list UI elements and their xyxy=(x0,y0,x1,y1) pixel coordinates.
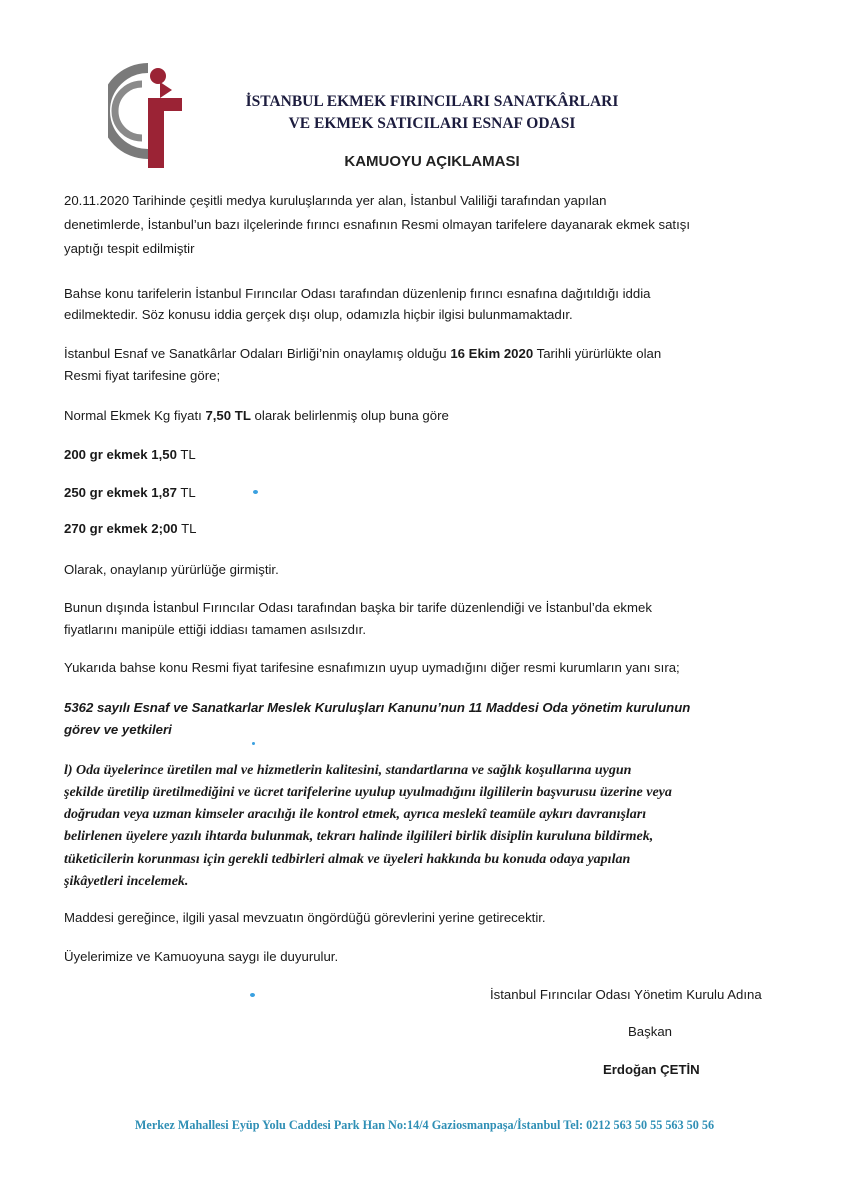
p3-text-c: Tarihli yürürlükte olan xyxy=(533,346,662,361)
paragraph-1-line-3: yaptığı tespit edilmiştir xyxy=(64,241,195,256)
quoted-clause-line-6: şikâyetleri incelemek. xyxy=(64,874,189,889)
paragraph-1-line-1: 20.11.2020 Tarihinde çeşitli medya kuruluşlarında yer alan, İstanbul Valiliği tarafından yapılan xyxy=(64,193,607,208)
paragraph-3-line-1 xyxy=(64,343,812,365)
quoted-clause-line-5: tüketicilerin korunması için gerekli tedbirleri almak ve üyeleri hakkında bu konuda odaya yapılan xyxy=(64,852,631,867)
paragraph-3-line-2: Resmi fiyat tarifesine göre; xyxy=(64,368,221,383)
signature-name: Erdoğan ÇETİN xyxy=(603,1062,700,1077)
price-item-200g-unit: TL xyxy=(176,447,196,462)
price-item-270g-value: 270 gr ekmek 2;00 xyxy=(64,521,178,536)
kg-price: 7,50 TL xyxy=(205,408,251,423)
price-item-250g xyxy=(64,482,812,504)
price-item-270g-unit: TL xyxy=(177,521,197,536)
p3-text-a: İstanbul Esnaf ve Sanatkârlar Odaları Birliği’nin onaylamış olduğu xyxy=(64,346,451,361)
p4-text-a: Normal Ekmek Kg fiyatı xyxy=(64,408,206,423)
org-name-line2: VE EKMEK SATICILARI ESNAF ODASI xyxy=(288,115,576,132)
p4-text-c: olarak belirlenmiş olup buna göre xyxy=(250,408,449,423)
scan-speck-3 xyxy=(252,742,255,745)
quoted-clause-line-1: l) Oda üyelerince üretilen mal ve hizmetlerin kalitesini, standartlarına ve sağlık koşullarına uygun xyxy=(64,763,632,778)
paragraph-9: Maddesi gereğince, ilgili yasal mevzuatın öngördüğü görevlerini yerine getirecektir. xyxy=(64,910,546,925)
paragraph-10: Üyelerimize ve Kamuoyuna saygı ile duyurulur. xyxy=(64,949,339,964)
signature-role: Başkan xyxy=(628,1024,672,1039)
price-item-200g xyxy=(64,444,812,466)
price-item-200g-value: 200 gr ekmek 1,50 xyxy=(64,447,177,462)
paragraph-7: Yukarıda bahse konu Resmi fiyat tarifesine esnafımızın uyup uymadığını diğer resmi kurumların yanı sıra; xyxy=(64,660,680,675)
paragraph-4 xyxy=(64,405,812,427)
document-title: KAMUOYU AÇIKLAMASI xyxy=(344,153,520,170)
law-reference-line-1: 5362 sayılı Esnaf ve Sanatkarlar Meslek Kuruluşları Kanunu’nun 11 Maddesi Oda yönetim kurulunun xyxy=(64,700,691,715)
price-item-250g-value: 250 gr ekmek 1,87 xyxy=(64,485,177,500)
paragraph-1-line-2: denetimlerde, İstanbul’un bazı ilçelerinde fırıncı esnafının Resmi olmayan tarifelere dayanarak ekmek satışı xyxy=(64,217,690,232)
paragraph-5: Olarak, onaylanıp yürürlüğe girmiştir. xyxy=(64,562,279,577)
paragraph-2-line-2: edilmektedir. Söz konusu iddia gerçek dışı olup, odamızla hiçbir ilgisi bulunmamaktadır. xyxy=(64,307,573,322)
price-item-270g xyxy=(64,518,812,540)
price-item-250g-unit: TL xyxy=(176,485,196,500)
quoted-clause-line-4: belirlenen üyelere yazılı ihtarda bulunmak, tekrarı halinde ilgilileri birlik disiplin kuruluna bildirmek, xyxy=(64,829,654,844)
quoted-clause-line-3: doğrudan veya uzman kimseler aracılığı ile kontrol etmek, ayrıca meslekî teamüle aykırı davranışları xyxy=(64,807,647,822)
tariff-date: 16 Ekim 2020 xyxy=(450,346,534,361)
scan-speck-1 xyxy=(253,490,258,494)
paragraph-6-line-1: Bunun dışında İstanbul Fırıncılar Odası tarafından başka bir tarife düzenlendiği ve İstanbul’da ekmek xyxy=(64,600,652,615)
signature-on-behalf: İstanbul Fırıncılar Odası Yönetim Kurulu Adına xyxy=(490,987,762,1002)
scan-speck-2 xyxy=(250,993,255,997)
footer-address: Merkez Mahallesi Eyüp Yolu Caddesi Park Han No:14/4 Gaziosmanpaşa/İstanbul Tel: 0212 563 50 55 563 50 56 xyxy=(134,1118,715,1132)
paragraph-6-line-2: fiyatlarını manipüle ettiği iddiası tamamen asılsızdır. xyxy=(64,622,366,637)
paragraph-2-line-1: Bahse konu tarifelerin İstanbul Fırıncılar Odası tarafından düzenlenip fırıncı esnafına dağıtıldığı iddia xyxy=(64,286,651,301)
quoted-clause-line-2: şekilde üretilip üretilmediğini ve ücret tarifelerine uyulup uyulmadığını ilgililerin başvurusu üzerine veya xyxy=(64,785,672,800)
law-reference-line-2: görev ve yetkileri xyxy=(64,722,172,737)
org-name-line1: İSTANBUL EKMEK FIRINCILARI SANATKÂRLARI xyxy=(245,93,619,110)
